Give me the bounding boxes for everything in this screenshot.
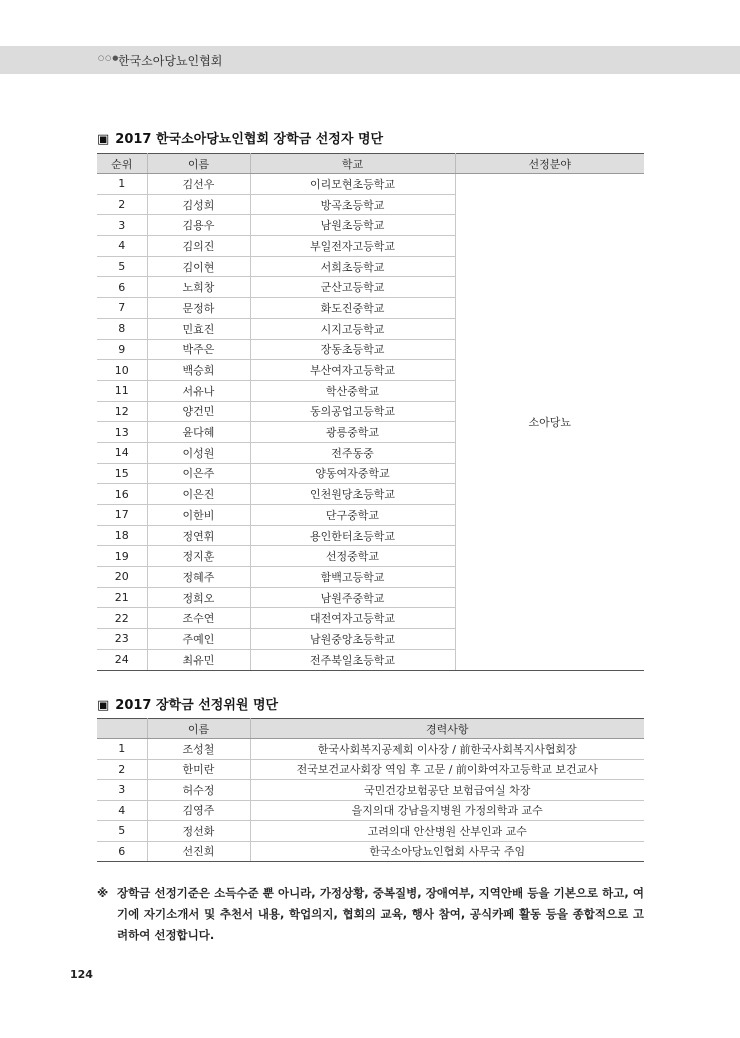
name-cell: 김이현 bbox=[147, 256, 250, 277]
name-cell: 문정하 bbox=[147, 298, 250, 319]
name-cell: 허수정 bbox=[147, 780, 250, 801]
school-cell: 이리모현초등학교 bbox=[250, 174, 455, 195]
col-header-category: 선정분야 bbox=[455, 154, 644, 174]
school-cell: 선정중학교 bbox=[250, 546, 455, 567]
career-cell: 을지의대 강남을지병원 가정의학과 교수 bbox=[250, 800, 644, 821]
name-cell: 백승희 bbox=[147, 360, 250, 381]
table-row bbox=[97, 739, 644, 760]
name-cell: 선진희 bbox=[147, 841, 250, 862]
rank-cell: 24 bbox=[97, 649, 147, 670]
name-cell: 서유나 bbox=[147, 380, 250, 401]
col-header-school: 학교 bbox=[250, 154, 455, 174]
rank-cell: 22 bbox=[97, 608, 147, 629]
section1-title-text: 2017 한국소아당뇨인협회 장학금 선정자 명단 bbox=[115, 132, 384, 147]
rank-cell: 4 bbox=[97, 236, 147, 257]
note-text: 장학금 선정기준은 소득수준 뿐 아니라, 가정상황, 중복질병, 장애여부, 지역안배 등을 기본으로 하고, 여기에 자기소개서 및 추천서 내용, 학업의지, 협회의 교육, 행사 참여, 공식카페 활동 등을 종합적으로 고려하여 선정합니다. bbox=[117, 886, 644, 942]
rank-cell: 23 bbox=[97, 629, 147, 650]
name-cell: 박주은 bbox=[147, 339, 250, 360]
school-cell: 광릉중학교 bbox=[250, 422, 455, 443]
name-cell: 노희창 bbox=[147, 277, 250, 298]
name-cell: 이성원 bbox=[147, 442, 250, 463]
name-cell: 김의진 bbox=[147, 236, 250, 257]
note-mark: ※ bbox=[97, 886, 109, 900]
header-dots: ○○● bbox=[98, 54, 120, 62]
rank-cell: 10 bbox=[97, 360, 147, 381]
school-cell: 부산여자고등학교 bbox=[250, 360, 455, 381]
name-cell: 윤다혜 bbox=[147, 422, 250, 443]
name-cell: 김용우 bbox=[147, 215, 250, 236]
rank-cell: 19 bbox=[97, 546, 147, 567]
rank-cell: 16 bbox=[97, 484, 147, 505]
square-bullet-icon: ▣ bbox=[97, 132, 110, 147]
rank-cell: 6 bbox=[97, 277, 147, 298]
name-cell: 최유민 bbox=[147, 649, 250, 670]
career-cell: 한국소아당뇨인협회 사무국 주임 bbox=[250, 841, 644, 862]
col-header-rank: 순위 bbox=[97, 154, 147, 174]
name-cell: 김영주 bbox=[147, 800, 250, 821]
table-row bbox=[97, 759, 644, 780]
rank-cell: 12 bbox=[97, 401, 147, 422]
name-cell: 주예인 bbox=[147, 629, 250, 650]
col-header-name: 이름 bbox=[147, 719, 250, 739]
school-cell: 전주동중 bbox=[250, 442, 455, 463]
school-cell: 인천원당초등학교 bbox=[250, 484, 455, 505]
name-cell: 양건민 bbox=[147, 401, 250, 422]
career-cell: 한국사회복지공제회 이사장 / 前한국사회복지사협회장 bbox=[250, 739, 644, 760]
name-cell: 이은진 bbox=[147, 484, 250, 505]
col-header-name: 이름 bbox=[147, 154, 250, 174]
col-header-number bbox=[97, 719, 147, 739]
rank-cell: 3 bbox=[97, 215, 147, 236]
career-cell: 고려의대 안산병원 산부인과 교수 bbox=[250, 821, 644, 842]
table-header-row bbox=[97, 154, 644, 174]
table-header-row bbox=[97, 719, 644, 739]
scholarship-recipients-table bbox=[97, 153, 644, 671]
rank-cell: 18 bbox=[97, 525, 147, 546]
number-cell: 4 bbox=[97, 800, 147, 821]
school-cell: 동의공업고등학교 bbox=[250, 401, 455, 422]
col-header-career: 경력사항 bbox=[250, 719, 644, 739]
school-cell: 양동여자중학교 bbox=[250, 463, 455, 484]
career-cell: 국민건강보험공단 보험급여실 차장 bbox=[250, 780, 644, 801]
school-cell: 전주북일초등학교 bbox=[250, 649, 455, 670]
name-cell: 정연휘 bbox=[147, 525, 250, 546]
rank-cell: 8 bbox=[97, 318, 147, 339]
section2-title bbox=[97, 694, 278, 713]
number-cell: 6 bbox=[97, 841, 147, 862]
header-bar bbox=[0, 46, 740, 74]
number-cell: 1 bbox=[97, 739, 147, 760]
name-cell: 정희오 bbox=[147, 587, 250, 608]
rank-cell: 20 bbox=[97, 567, 147, 588]
school-cell: 학산중학교 bbox=[250, 380, 455, 401]
header-org-name: 한국소아당뇨인협회 bbox=[118, 54, 223, 68]
school-cell: 남원초등학교 bbox=[250, 215, 455, 236]
rank-cell: 14 bbox=[97, 442, 147, 463]
name-cell: 정혜주 bbox=[147, 567, 250, 588]
square-bullet-icon: ▣ bbox=[97, 698, 110, 713]
category-cell: 소아당뇨 bbox=[455, 174, 644, 671]
school-cell: 남원중앙초등학교 bbox=[250, 629, 455, 650]
school-cell: 함백고등학교 bbox=[250, 567, 455, 588]
school-cell: 단구중학교 bbox=[250, 505, 455, 526]
rank-cell: 9 bbox=[97, 339, 147, 360]
number-cell: 3 bbox=[97, 780, 147, 801]
rank-cell: 17 bbox=[97, 505, 147, 526]
number-cell: 2 bbox=[97, 759, 147, 780]
school-cell: 군산고등학교 bbox=[250, 277, 455, 298]
number-cell: 5 bbox=[97, 821, 147, 842]
table-row bbox=[97, 821, 644, 842]
name-cell: 한미란 bbox=[147, 759, 250, 780]
school-cell: 부일전자고등학교 bbox=[250, 236, 455, 257]
selection-criteria-note bbox=[97, 883, 644, 946]
career-cell: 전국보건교사회장 역임 후 고문 / 前이화여자고등학교 보건교사 bbox=[250, 759, 644, 780]
name-cell: 김성희 bbox=[147, 194, 250, 215]
name-cell: 이한비 bbox=[147, 505, 250, 526]
school-cell: 용인한터초등학교 bbox=[250, 525, 455, 546]
table-row bbox=[97, 780, 644, 801]
table-row bbox=[97, 841, 644, 862]
name-cell: 조성철 bbox=[147, 739, 250, 760]
school-cell: 방곡초등학교 bbox=[250, 194, 455, 215]
rank-cell: 1 bbox=[97, 174, 147, 195]
rank-cell: 21 bbox=[97, 587, 147, 608]
section2-title-text: 2017 장학금 선정위원 명단 bbox=[115, 698, 279, 713]
name-cell: 민효진 bbox=[147, 318, 250, 339]
school-cell: 대전여자고등학교 bbox=[250, 608, 455, 629]
name-cell: 조수연 bbox=[147, 608, 250, 629]
school-cell: 화도진중학교 bbox=[250, 298, 455, 319]
page-number: 124 bbox=[70, 968, 93, 981]
rank-cell: 7 bbox=[97, 298, 147, 319]
school-cell: 남원주중학교 bbox=[250, 587, 455, 608]
school-cell: 시지고등학교 bbox=[250, 318, 455, 339]
name-cell: 정선화 bbox=[147, 821, 250, 842]
table-row bbox=[97, 800, 644, 821]
rank-cell: 15 bbox=[97, 463, 147, 484]
rank-cell: 2 bbox=[97, 194, 147, 215]
rank-cell: 13 bbox=[97, 422, 147, 443]
rank-cell: 5 bbox=[97, 256, 147, 277]
name-cell: 이은주 bbox=[147, 463, 250, 484]
name-cell: 정지훈 bbox=[147, 546, 250, 567]
selection-committee-table bbox=[97, 718, 644, 862]
rank-cell: 11 bbox=[97, 380, 147, 401]
table-row bbox=[97, 174, 644, 195]
school-cell: 장동초등학교 bbox=[250, 339, 455, 360]
name-cell: 김선우 bbox=[147, 174, 250, 195]
school-cell: 서희초등학교 bbox=[250, 256, 455, 277]
section1-title bbox=[97, 128, 383, 147]
